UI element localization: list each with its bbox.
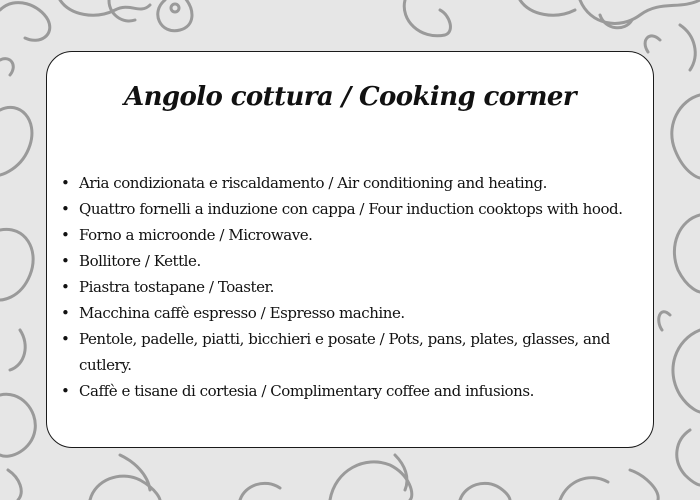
amenities-list: [57, 170, 647, 404]
card-title: Angolo cottura / Cooking corner: [124, 82, 576, 112]
list-item: • Macchina caffè espresso / Espresso machine.: [57, 300, 647, 326]
list-item: • Pentole, padelle, piatti, bicchieri e posate / Pots, pans, plates, glasses, and cutlery.: [57, 326, 649, 378]
list-item: • Piastra tostapane / Toaster.: [57, 274, 647, 300]
list-item: • Caffè e tisane di cortesia / Complimentary coffee and infusions.: [57, 378, 647, 404]
list-item: • Quattro fornelli a induzione con cappa / Four induction cooktops with hood.: [57, 196, 649, 222]
list-item: • Bollitore / Kettle.: [57, 248, 647, 274]
list-item: • Forno a microonde / Microwave.: [57, 222, 647, 248]
list-item: • Aria condizionata e riscaldamento / Air conditioning and heating.: [57, 170, 647, 196]
